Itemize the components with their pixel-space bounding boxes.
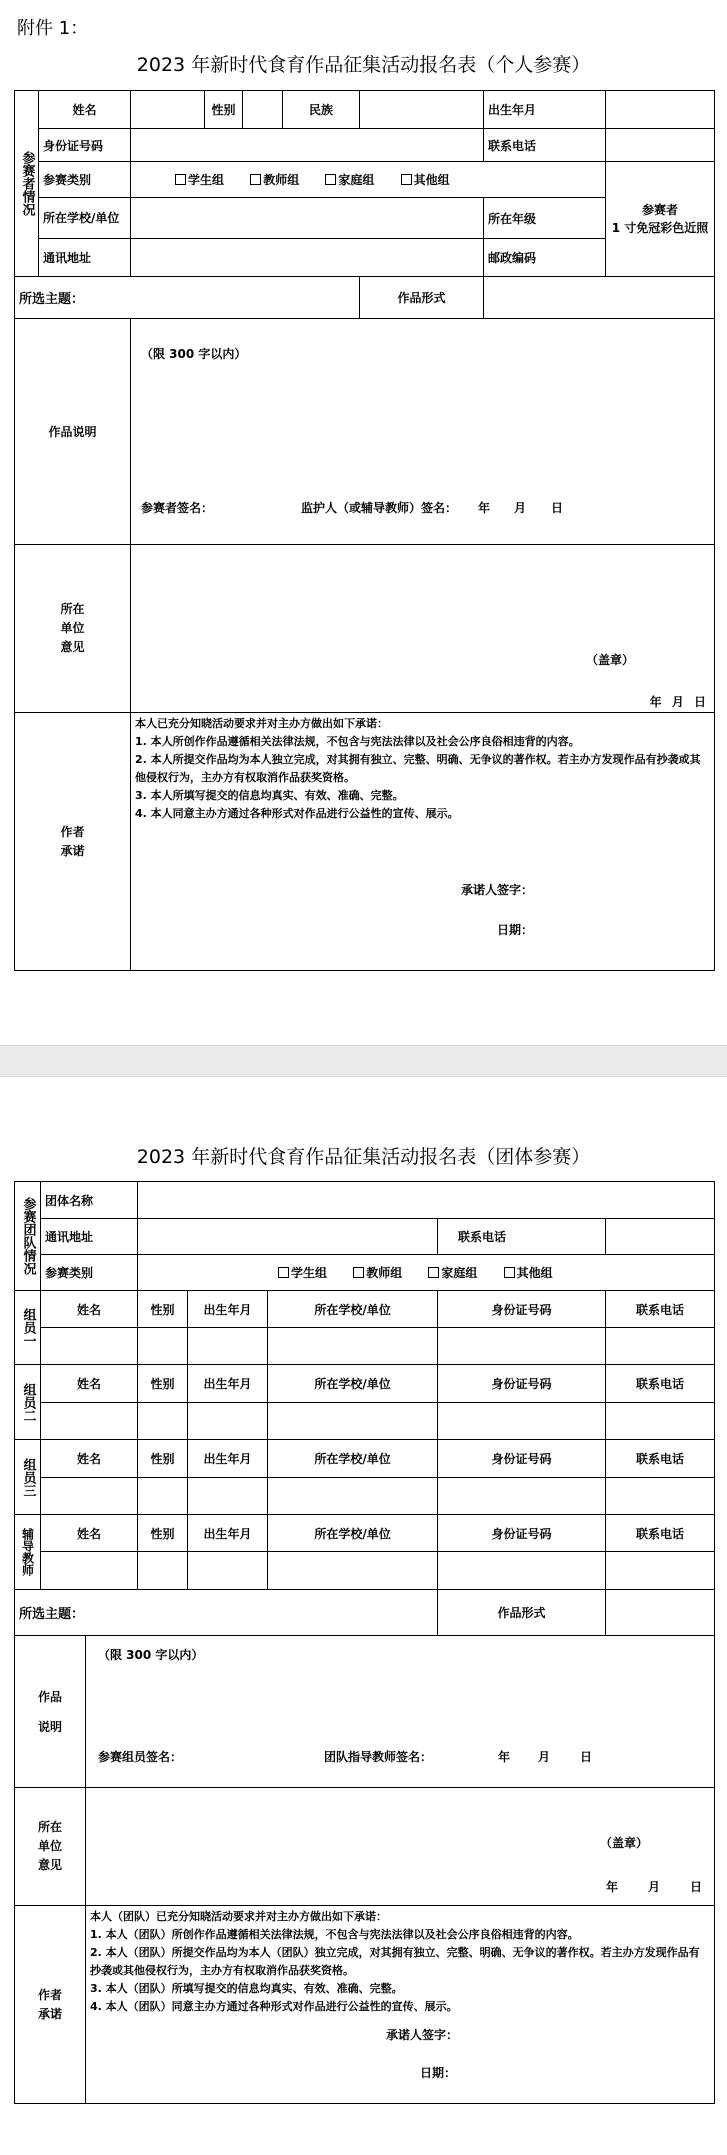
team-option-student[interactable]: 学生组	[278, 1264, 327, 1281]
member-three-name-field[interactable]	[41, 1478, 138, 1515]
individual-form-title: 2023 年新时代食育作品征集活动报名表（个人参赛）	[136, 54, 591, 76]
team-description-label: 作品说明	[15, 1636, 86, 1788]
option-family[interactable]: 家庭组	[325, 171, 374, 188]
member-two-section: 组员二	[15, 1365, 41, 1440]
team-unit-opinion-label: 所在单位意见	[15, 1788, 86, 1906]
member-header-birth: 出生年月	[188, 1291, 268, 1328]
id-number-label: 身份证号码	[39, 129, 131, 162]
checkbox-icon	[325, 174, 336, 185]
team-promise-intro: 本人（团队）已充分知晓活动要求并对主办方做出如下承诺：	[90, 1910, 387, 1923]
team-year-label: 年	[498, 1750, 511, 1764]
unit-opinion-label: 所在单位意见	[15, 545, 131, 713]
form-label: 作品形式	[360, 277, 484, 319]
member-one-gender-field[interactable]	[138, 1328, 188, 1365]
member-two-name-field[interactable]	[41, 1403, 138, 1440]
promise-label: 作者承诺	[15, 713, 131, 971]
member-two-gender-field[interactable]	[138, 1403, 188, 1440]
participant-info-section: 参赛者情况	[15, 91, 39, 277]
individual-form-table	[14, 90, 715, 971]
member-three-id-field[interactable]	[438, 1478, 606, 1515]
team-category-label: 参赛类别	[41, 1255, 138, 1291]
team-description-limit: （限 300 字以内）	[98, 1648, 204, 1662]
team-promise-item-1: 1. 本人（团队）所创作作品遵循相关法律法规，不包含与宪法法律以及社会公序良俗相违背的内容。	[90, 1928, 579, 1941]
member-one-section: 组员一	[15, 1291, 41, 1365]
member-two-id-field[interactable]	[438, 1403, 606, 1440]
photo-label-line1: 参赛者	[641, 203, 678, 217]
member-header-gender: 性别	[138, 1291, 188, 1328]
member-one-school-field[interactable]	[268, 1328, 438, 1365]
member-header-gender: 性别	[138, 1440, 188, 1478]
team-promise-item-3: 3. 本人（团队）所填写提交的信息均真实、有效、准确、完整。	[90, 1982, 403, 1995]
id-number-field[interactable]	[131, 129, 484, 162]
advisor-id-field[interactable]	[438, 1552, 606, 1590]
member-three-school-field[interactable]	[268, 1478, 438, 1515]
photo-label-line2: 1 寸免冠彩色近照	[611, 221, 709, 235]
postcode-label: 邮政编码	[484, 239, 606, 277]
school-label: 所在学校/单位	[39, 198, 131, 239]
advisor-phone-field[interactable]	[606, 1552, 715, 1590]
member-header-phone: 联系电话	[606, 1291, 715, 1328]
member-two-school-field[interactable]	[268, 1403, 438, 1440]
member-two-birth-field[interactable]	[188, 1403, 268, 1440]
promise-intro: 本人已充分知晓活动要求并对主办方做出如下承诺：	[135, 717, 388, 730]
promise-item-1: 1. 本人所创作作品遵循相关法律法规，不包含与宪法法律以及社会公序良俗相违背的内容。	[135, 735, 580, 748]
advisor-school-field[interactable]	[268, 1552, 438, 1590]
team-form-label: 作品形式	[438, 1590, 606, 1636]
member-header-phone: 联系电话	[606, 1365, 715, 1403]
name-field[interactable]	[131, 91, 205, 129]
team-category-options	[138, 1255, 715, 1291]
school-field[interactable]	[131, 198, 484, 239]
member-header-name: 姓名	[41, 1291, 138, 1328]
member-three-birth-field[interactable]	[188, 1478, 268, 1515]
team-promise-area	[86, 1906, 715, 2104]
photo-box[interactable]	[606, 162, 715, 277]
checkbox-icon	[278, 1267, 289, 1278]
team-stamp-label: （盖章）	[600, 1836, 649, 1850]
gender-field[interactable]	[243, 91, 283, 129]
advisor-section: 辅导教师	[15, 1515, 41, 1590]
checkbox-icon	[504, 1267, 515, 1278]
team-promise-label: 作者承诺	[15, 1906, 86, 2104]
description-label: 作品说明	[15, 319, 131, 545]
checkbox-icon	[250, 174, 261, 185]
category-label: 参赛类别	[39, 162, 131, 198]
member-header-gender: 性别	[138, 1515, 188, 1552]
team-promise-item-2: 2. 本人（团队）所提交作品均为本人（团队）独立完成，对其拥有独立、完整、明确、无争议的著作权。若主办方发现作品有抄袭或其他侵权行为，主办方有权取消作品获奖资格。	[90, 1946, 700, 1977]
promise-area	[131, 713, 715, 971]
team-promisor-signature-label: 承诺人签字：	[386, 2028, 459, 2042]
team-unit-opinion-area[interactable]	[86, 1788, 715, 1906]
team-form-field[interactable]	[606, 1590, 715, 1636]
team-name-field[interactable]	[138, 1182, 715, 1219]
team-phone-label: 联系电话	[438, 1219, 606, 1255]
unit-opinion-area[interactable]	[131, 545, 715, 713]
address-label: 通讯地址	[39, 239, 131, 277]
advisor-gender-field[interactable]	[138, 1552, 188, 1590]
member-header-name: 姓名	[41, 1365, 138, 1403]
month-label: 月	[514, 501, 527, 515]
members-signature-label: 参赛组员签名：	[98, 1750, 183, 1764]
member-header-school: 所在学校/单位	[268, 1515, 438, 1552]
member-header-id: 身份证号码	[438, 1365, 606, 1403]
birth-label: 出生年月	[484, 91, 606, 129]
ethnicity-field[interactable]	[360, 91, 484, 129]
promise-item-2: 2. 本人所提交作品均为本人独立完成，对其拥有独立、完整、明确、无争议的著作权。若主办方发现作品有抄袭或其他侵权行为，主办方有权取消作品获奖资格。	[135, 753, 701, 784]
member-header-phone: 联系电话	[606, 1515, 715, 1552]
team-promise-item-4: 4. 本人（团队）同意主办方通过各种形式对作品进行公益性的宣传、展示。	[90, 2000, 458, 2013]
teacher-signature-label: 团队指导教师签名：	[324, 1750, 433, 1764]
checkbox-icon	[175, 174, 186, 185]
grade-label: 所在年级	[484, 198, 606, 239]
participant-signature-label: 参赛者签名：	[141, 501, 214, 515]
team-phone-field[interactable]	[606, 1219, 715, 1255]
option-other[interactable]: 其他组	[401, 171, 450, 188]
team-option-family[interactable]: 家庭组	[428, 1264, 477, 1281]
member-header-birth: 出生年月	[188, 1365, 268, 1403]
day-label: 日	[551, 501, 564, 515]
team-description-area[interactable]	[86, 1636, 715, 1788]
name-label: 姓名	[39, 91, 131, 129]
team-topic-label[interactable]: 所选主题：	[15, 1590, 438, 1636]
team-option-teacher[interactable]: 教师组	[353, 1264, 402, 1281]
date-ymd: 年 月 日	[649, 695, 706, 709]
member-header-phone: 联系电话	[606, 1440, 715, 1478]
team-name-label: 团体名称	[41, 1182, 138, 1219]
member-one-birth-field[interactable]	[188, 1328, 268, 1365]
promisor-signature-label: 承诺人签字：	[461, 883, 534, 897]
team-form-table	[14, 1181, 715, 2104]
page-separator	[0, 1045, 727, 1077]
page-team	[0, 1077, 727, 2155]
member-one-name-field[interactable]	[41, 1328, 138, 1365]
member-two-phone-field[interactable]	[606, 1403, 715, 1440]
member-header-id: 身份证号码	[438, 1515, 606, 1552]
promise-item-3: 3. 本人所填写提交的信息均真实、有效、准确、完整。	[135, 789, 404, 802]
team-unit-month: 月	[648, 1880, 661, 1894]
team-promise-date-label: 日期：	[420, 2066, 457, 2080]
member-header-birth: 出生年月	[188, 1515, 268, 1552]
promise-date-label: 日期：	[497, 923, 534, 937]
advisor-birth-field[interactable]	[188, 1552, 268, 1590]
member-three-gender-field[interactable]	[138, 1478, 188, 1515]
member-one-id-field[interactable]	[438, 1328, 606, 1365]
ethnicity-label: 民族	[283, 91, 360, 129]
phone-label: 联系电话	[484, 129, 606, 162]
member-header-school: 所在学校/单位	[268, 1291, 438, 1328]
member-header-school: 所在学校/单位	[268, 1365, 438, 1403]
member-three-section: 组员三	[15, 1440, 41, 1515]
option-teacher[interactable]: 教师组	[250, 171, 299, 188]
gender-label: 性别	[205, 91, 243, 129]
checkbox-icon	[428, 1267, 439, 1278]
checkbox-icon	[401, 174, 412, 185]
team-address-label: 通讯地址	[41, 1219, 138, 1255]
team-month-label: 月	[538, 1750, 551, 1764]
phone-field[interactable]	[606, 129, 715, 162]
description-area[interactable]	[131, 319, 715, 545]
member-header-id: 身份证号码	[438, 1291, 606, 1328]
team-option-other[interactable]: 其他组	[504, 1264, 553, 1281]
member-header-name: 姓名	[41, 1440, 138, 1478]
advisor-name-field[interactable]	[41, 1552, 138, 1590]
birth-field[interactable]	[606, 91, 715, 129]
team-day-label: 日	[580, 1750, 593, 1764]
year-label: 年	[478, 501, 491, 515]
description-limit: （限 300 字以内）	[141, 347, 247, 361]
option-student[interactable]: 学生组	[175, 171, 224, 188]
form-field[interactable]	[484, 277, 715, 319]
team-unit-year: 年	[606, 1880, 619, 1894]
team-form-title: 2023 年新时代食育作品征集活动报名表（团体参赛）	[136, 1146, 591, 1168]
category-options	[131, 162, 606, 198]
promise-item-4: 4. 本人同意主办方通过各种形式对作品进行公益性的宣传、展示。	[135, 807, 459, 820]
guardian-signature-label: 监护人（或辅导教师）签名：	[301, 501, 458, 515]
page-individual	[0, 0, 727, 1045]
member-header-gender: 性别	[138, 1365, 188, 1403]
checkbox-icon	[353, 1267, 364, 1278]
team-address-field[interactable]	[138, 1219, 438, 1255]
team-info-section: 参赛团队情况	[15, 1182, 41, 1291]
stamp-label: （盖章）	[585, 653, 634, 667]
member-header-name: 姓名	[41, 1515, 138, 1552]
team-unit-day: 日	[690, 1880, 703, 1894]
member-header-id: 身份证号码	[438, 1440, 606, 1478]
member-one-phone-field[interactable]	[606, 1328, 715, 1365]
attachment-label: 附件 1：	[17, 18, 89, 39]
member-header-school: 所在学校/单位	[268, 1440, 438, 1478]
topic-label[interactable]: 所选主题：	[15, 277, 360, 319]
address-field[interactable]	[131, 239, 484, 277]
member-header-birth: 出生年月	[188, 1440, 268, 1478]
member-three-phone-field[interactable]	[606, 1478, 715, 1515]
